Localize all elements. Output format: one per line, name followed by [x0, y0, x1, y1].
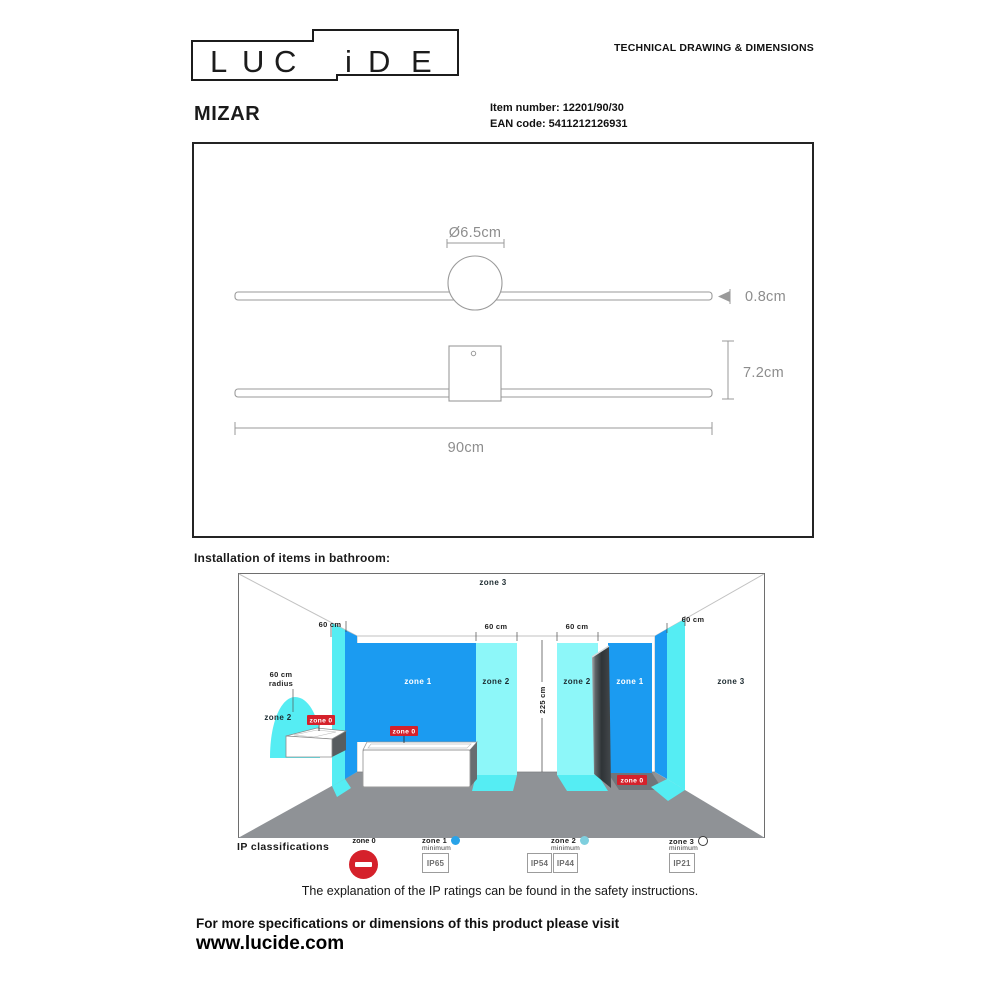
dim-60-left-corner: 60 cm — [318, 620, 342, 629]
dim-60-left-wall: 60 cm — [484, 622, 508, 631]
ip44-rating-box: IP44 — [553, 853, 578, 873]
height-225-label: 225 cm — [538, 686, 547, 714]
zone1-label-shower: zone 1 — [616, 677, 644, 686]
thickness-dimension-label: 0.8cm — [745, 289, 786, 305]
zone2-right-wall-strip — [667, 619, 685, 790]
ean-row — [490, 116, 628, 132]
item-number-label: Item number: — [490, 102, 560, 114]
no-entry-bar — [355, 862, 372, 867]
zone1-right-wall-strip — [655, 629, 667, 779]
zone2-left-wall-strip — [332, 623, 345, 786]
zone3-label-right-wall: zone 3 — [717, 677, 745, 686]
diameter-dimension-label: Ø6.5cm — [448, 225, 502, 241]
zone2-label-left: zone 2 — [482, 677, 510, 686]
zone2-area-left — [476, 643, 517, 775]
bathtub-front — [363, 750, 470, 787]
radius-label-line1: 60 cm — [269, 670, 293, 679]
mount-screw-hole — [471, 351, 475, 355]
legend-zone3-label: zone 3 — [669, 836, 695, 846]
radius-label-line2: radius — [268, 679, 294, 688]
logo-letter-l: L — [210, 44, 228, 79]
ean-label: EAN code: — [490, 118, 546, 130]
zone2-left-floor-band — [472, 775, 517, 791]
height-dimension-label: 7.2cm — [743, 365, 784, 381]
zone1-area-shower — [608, 643, 652, 773]
product-identifiers — [490, 100, 628, 132]
ip-classifications-title: IP classifications — [237, 841, 330, 853]
top-view-lamp-head — [448, 256, 502, 310]
logo-letter-c: C — [274, 44, 297, 79]
legend-zone0-label: zone 0 — [352, 836, 376, 845]
zone2-label-left-wall: zone 2 — [264, 713, 292, 722]
washbasin-front — [286, 736, 332, 757]
technical-drawing-box — [192, 142, 814, 538]
zone0-badge-basin-label: zone 0 — [309, 717, 333, 725]
dim-60-right-corner: 60 cm — [681, 615, 705, 624]
zone1-left-wall-strip — [345, 630, 357, 779]
zone2-color-dot-icon — [580, 836, 589, 845]
lucide-logo — [190, 26, 462, 88]
logo-letter-i: i — [345, 44, 352, 79]
ip-ratings-note: The explanation of the IP ratings can be found in the safety instructions. — [301, 884, 699, 898]
zone3-label-ceiling: zone 3 — [479, 578, 507, 587]
legend-zone1-minimum: minimum — [422, 845, 451, 852]
bathroom-zones-diagram — [238, 573, 765, 838]
logo-letter-e: E — [411, 44, 432, 79]
footer-text: For more specifications or dimensions of this product please visit — [196, 916, 620, 931]
zone2-label-right: zone 2 — [563, 677, 591, 686]
zone2-area-right — [557, 643, 598, 775]
zone3-color-dot-icon — [698, 836, 708, 846]
product-name: MIZAR — [194, 103, 261, 125]
dim-60-right-wall: 60 cm — [565, 622, 589, 631]
legend-zone2-minimum: minimum — [551, 845, 580, 852]
technical-drawing — [194, 144, 811, 535]
no-entry-icon — [349, 850, 378, 879]
zone0-badge-bathtub-label: zone 0 — [392, 728, 416, 736]
ip54-rating-box: IP54 — [527, 853, 552, 873]
thickness-arrow — [718, 291, 730, 302]
website-link[interactable]: www.lucide.com — [196, 933, 345, 954]
ip65-rating-box: IP65 — [422, 853, 449, 873]
item-number-value: 12201/90/30 — [562, 102, 624, 114]
legend-zone2-row — [551, 836, 589, 845]
ip21-rating-box: IP21 — [669, 853, 695, 873]
zone1-color-dot-icon — [451, 836, 460, 845]
legend-zone1-label: zone 1 — [422, 836, 448, 845]
item-number-row — [490, 100, 628, 116]
zone1-label-bathtub: zone 1 — [404, 677, 432, 686]
legend-zone1-row — [422, 836, 460, 845]
bathroom-section-title: Installation of items in bathroom: — [194, 551, 391, 565]
legend-zone3-minimum: minimum — [669, 845, 698, 852]
bathtub-rim — [363, 742, 477, 750]
ean-value: 5411212126931 — [548, 118, 628, 130]
width-dimension-label: 90cm — [447, 440, 485, 456]
document-title: TECHNICAL DRAWING & DIMENSIONS — [613, 42, 814, 54]
zone0-badge-shower-label: zone 0 — [620, 777, 644, 785]
legend-zone2-label: zone 2 — [551, 836, 577, 845]
shower-panel — [592, 646, 611, 788]
logo-letter-u: U — [242, 44, 265, 79]
logo-letter-d: D — [368, 44, 391, 79]
